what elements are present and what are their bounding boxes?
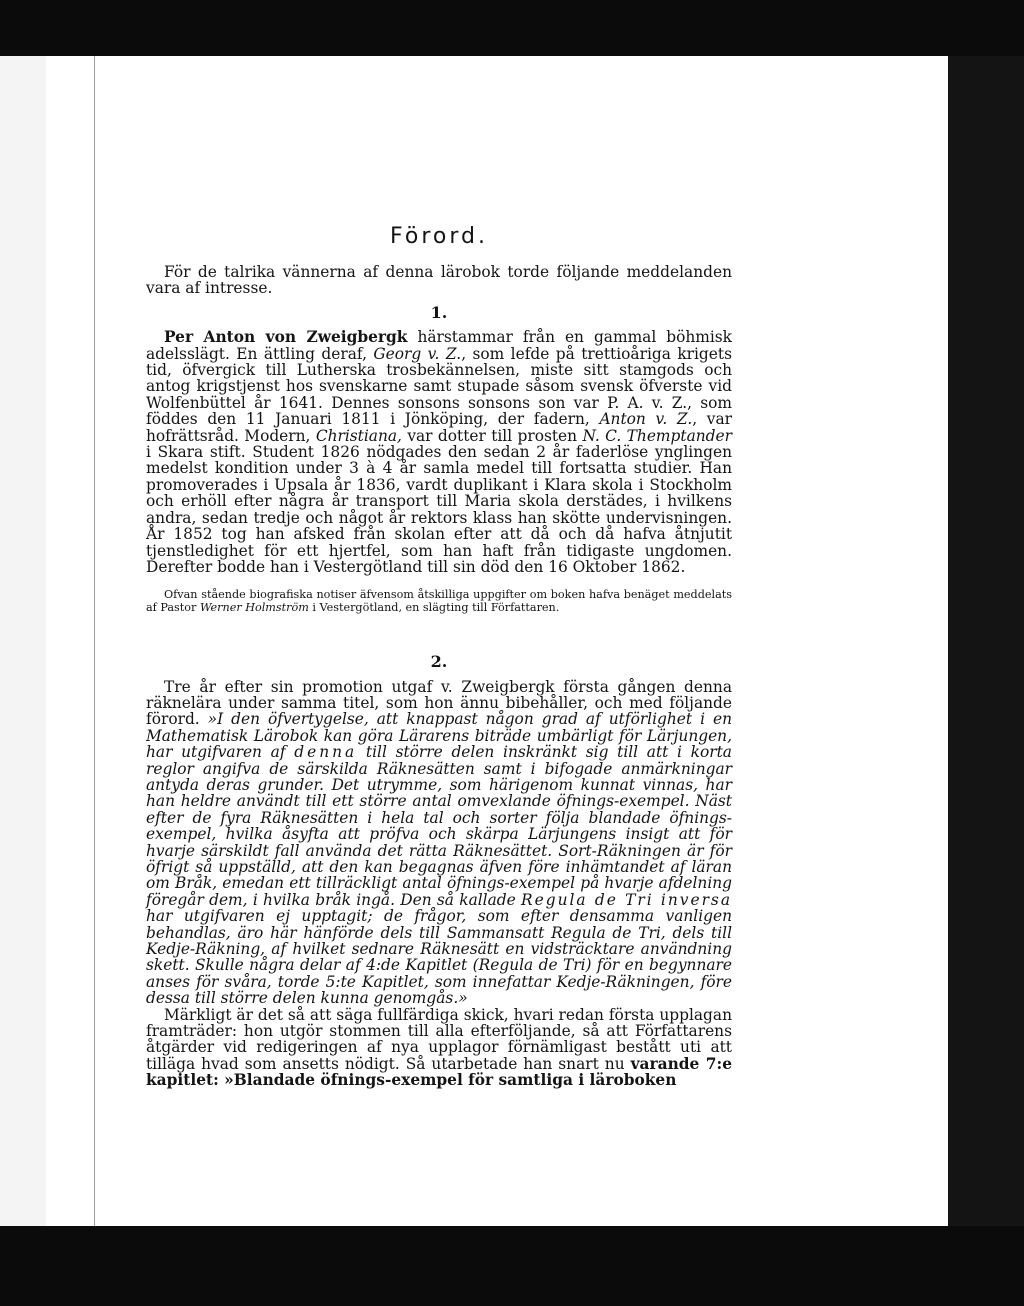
scan-top-border [0, 0, 1024, 56]
bio-text-2: , som lefde på trettioåriga krigets tid, öfvergick till Lutherska trosbekännelsen, miste sitt stamgods och antog krigstjenst hos svenskarne samt stupade såsom svensk öfverste vid Wolfenbüttel år 1641. Dennes sonsons sonsons son var P. A. v. Z., som föddes den 11 Januari 1811 i Jönköping, der fadern, [146, 344, 732, 429]
father-name: Anton v. Z. [599, 410, 693, 429]
mother-name: Christiana, [315, 426, 402, 445]
quote-text-2: till större delen inskränkt sig till att i korta reglor angifva de särskilda Räknesätten samt i bifogade anmärkningar antyda deras grunder. Det utrymme, som härigenom kunnat vinnas, har han heldre användt till ett större antal omvexlande öfnings-exempel. Näst efter de fyra Räknesätten i hela tal och sorter följa blandade öfnings-exempel, hvilka åsyfta att pröfva och skärpa Lärjungens insigt att för hvarje särskildt fall använda det rätta Räknesättet. Sort-Räkningen är för öfrigt så uppställd, att den kan begagnas äfven före inhämtandet af läran om Bråk, emedan ett tillräckligt antal öfnings-exempel på hvarje afdelning föregår dem, i hvilka bråk ingå. Den så kallade [146, 743, 732, 909]
bio-text-4: var dotter till prosten [407, 426, 578, 445]
section-number-2: 2. [430, 652, 448, 672]
text-column [146, 222, 732, 1089]
biography-paragraph [146, 329, 732, 575]
page-title: Förord. [390, 224, 488, 249]
scan-left-margin [0, 56, 46, 1226]
quote-spaced-word: denna [294, 743, 358, 762]
scan-bottom-border [0, 1226, 1024, 1306]
quote-regula-term: Regula de Tri inversa [521, 890, 732, 909]
subject-name: Per Anton von Zweigbergk [164, 328, 408, 347]
quote-text-1: »I den öfvertygelse, att knappast någon grad af utförlighet i en Mathematisk Lärobok kan göra Lärarens biträde umbärligt för Lärjungen, har utgifvaren af [146, 710, 732, 762]
footnote [146, 589, 732, 614]
footnote-source-name: Werner Holmström [199, 600, 309, 614]
footnote-text-2: i Vestergötland, en slägting till Författaren. [312, 600, 560, 614]
section2-text-1: Tre år efter sin promotion utgaf v. Zweigbergk första gången denna räknelära under samma titel, som hon ännu bibehåller, och med följande förord. [146, 677, 732, 729]
preface-quote-paragraph [146, 679, 732, 1007]
grandfather-name: N. C. Themptander [582, 426, 732, 445]
closing-text-1: Märkligt är det så att säga fullfärdiga skick, hvari redan första upplagan framträder: hon utgör stommen till alla efterföljande, så att Författarens åtgärder vid redigeringen af nya upplagor förnämligast bestått uti att tilläga hvad som ansetts nödigt. Så utarbetade han snart nu [146, 1005, 732, 1073]
section-number-1: 1. [430, 302, 448, 322]
footnote-text-1: Ofvan stående biografiska notiser äfvensom åtskilliga uppgifter om boken hafva benäget meddelats af Pastor [146, 588, 732, 614]
quote-text-3: har utgifvaren ej upptagit; de frågor, som efter densamma vanligen behandlas, äro här hänförde dels till Sammansatt Regula de Tri, dels till Kedje-Räkning, af hvilket sednare Räknesätt en vidsträcktare användning skett. Skulle några delar af 4:de Kapitlet (Regula de Tri) för en begynnare anses för svåra, torde 5:te Kapitlet, som innefattar Kedje-Räkningen, före dessa till större delen kunna genomgås.» [146, 907, 732, 1008]
bio-text-1: härstammar från en gammal böhmisk adelsslägt. En ättling deraf, [146, 328, 732, 363]
ancestor-name: Georg v. Z. [373, 344, 462, 363]
bio-text-3: , var hofrättsråd. Modern, [146, 410, 732, 445]
intro-paragraph: För de talrika vännerna af denna lärobok torde följande meddelanden vara af intresse. [146, 263, 732, 298]
closing-paragraph [146, 1007, 732, 1089]
bio-text-5: i Skara stift. Student 1826 nödgades den sedan 2 år faderlöse ynglingen medelst kondition under 3 à 4 år samla medel till fortsatta studier. Han promoverades i Upsala år 1836, vardt duplikant i Klara skola i Stockholm och erhöll efter några år transport till Maria skola derstädes, i hvilkens andra, sedan tredje och något år rektors klass han skötte undervisningen. År 1852 tog han afsked från skolan efter att då och då hafva åtnjutit tjenstledighet för ett hjertfel, som han haft från tidigaste ungdomen. Derefter bodde han i Vestergötland till sin död den 16 Oktober 1862. [146, 443, 732, 576]
scan-right-shadow [948, 56, 1024, 1226]
closing-text-2: varande 7:e kapitlet: »Blandade öfnings-exempel för samtliga i läroboken [146, 1054, 732, 1090]
